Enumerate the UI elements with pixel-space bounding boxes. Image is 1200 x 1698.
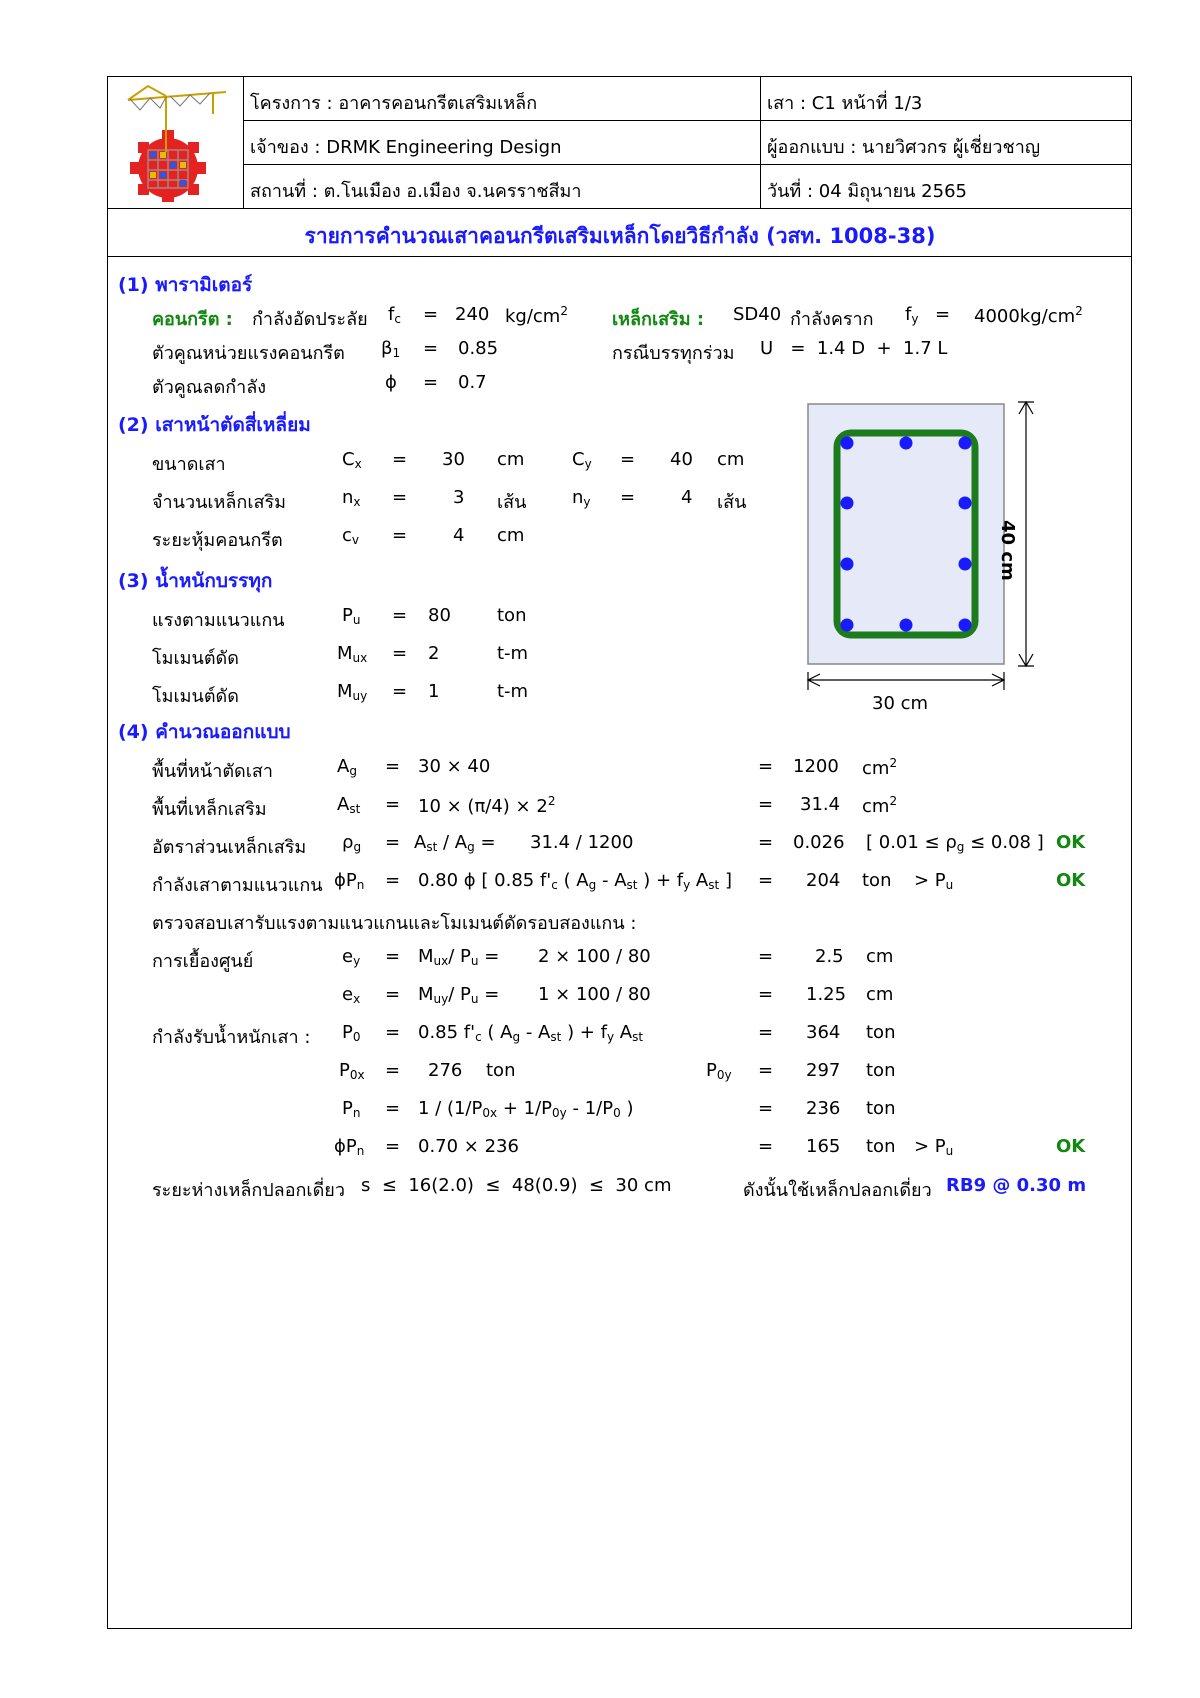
rho-expr: 31.4 / 1200: [530, 832, 634, 853]
cover-label: ระยะหุ้มคอนกรีต: [152, 530, 283, 551]
ag-result-eq: =: [758, 756, 774, 777]
pn-value: 204: [806, 870, 841, 891]
rebar: [841, 619, 854, 632]
pu-eq: =: [392, 605, 408, 626]
header-date: วันที่ : 04 มิถุนายน 2565: [767, 181, 967, 202]
steel-grade: SD40: [733, 304, 782, 325]
beta-label: ตัวคูณหน่วยแรงคอนกรีต: [152, 343, 345, 364]
beta-eq: =: [423, 338, 439, 359]
header-owner: เจ้าของ : DRMK Engineering Design: [250, 137, 562, 158]
ey-unit: cm: [866, 946, 894, 967]
steel-label: เหล็กเสริม :: [612, 309, 705, 330]
beta-value: 0.85: [458, 338, 499, 359]
cy-eq: =: [620, 449, 636, 470]
fc-value: 240: [455, 304, 490, 325]
pn-formula: 0.80 ϕ [ 0.85 $f'_c$ ( $A_g - A_{st}$ ) + $f_y$ $A_{st}$ ]: [418, 870, 732, 892]
rho-ok: OK: [1056, 832, 1086, 853]
cover-eq: =: [392, 525, 408, 546]
my-label: โมเมนต์ดัด: [152, 686, 239, 707]
p0x-unit: ton: [486, 1060, 516, 1081]
nx-eq: =: [392, 487, 408, 508]
ex-eq: =: [385, 984, 401, 1005]
p0-eq: =: [385, 1022, 401, 1043]
header-divider-right: [760, 76, 761, 209]
cy-unit: cm: [717, 449, 745, 470]
header-divider-logo: [243, 76, 244, 209]
pn-compare: > $P_u$: [914, 870, 954, 892]
ex-expr: 1 × 100 / 80: [538, 984, 651, 1005]
fc-symbol: $f_c$: [388, 304, 401, 326]
phipn-value: 165: [806, 1136, 841, 1157]
cx-symbol: $C_x$: [342, 449, 362, 471]
phipn-ok: OK: [1056, 1136, 1086, 1157]
phipn-eq: =: [385, 1136, 401, 1157]
ag-eq: =: [385, 756, 401, 777]
ast-expr: $10 \times (\pi/4) \times 2^2$: [418, 794, 556, 817]
ast-symbol: $A_{st}$: [337, 794, 361, 816]
ast-unit: $cm^2$: [862, 794, 898, 817]
ex-unit: cm: [866, 984, 894, 1005]
mux-value: 2: [428, 643, 440, 664]
muy-symbol: $M_{uy}$: [337, 681, 368, 703]
height-dimension-label: 40 cm: [997, 520, 1018, 581]
p0-result-eq: =: [758, 1022, 774, 1043]
mux-unit: t-m: [497, 643, 529, 664]
height-dimension-line: [1018, 402, 1034, 666]
p0-symbol: $P_0$: [342, 1022, 361, 1044]
header-column: เสา : C1 หน้าที่ 1/3: [767, 93, 923, 114]
cx-value: 30: [442, 449, 465, 470]
page-title: รายการคำนวณเสาคอนกรีตเสริมเหล็กโดยวิธีกำลัง (วสท. 1008-38): [304, 224, 936, 248]
tie-expr: s ≤ 16(2.0) ≤ 48(0.9) ≤ 30 cm: [361, 1175, 672, 1196]
ny-value: 4: [681, 487, 693, 508]
pn-result-eq: =: [758, 870, 774, 891]
section-parameters-heading: (1) พารามิเตอร์: [118, 274, 253, 296]
section-loads-heading: (3) น้ำหนักบรรทุก: [118, 570, 273, 592]
section-design-heading: (4) คำนวณออกแบบ: [118, 721, 291, 743]
muy-eq: =: [392, 681, 408, 702]
header-row-line-1: [243, 120, 1132, 121]
rebar: [841, 497, 854, 510]
p0y-eq: =: [758, 1060, 774, 1081]
ast-result-eq: =: [758, 794, 774, 815]
rho-symbol: $\rho_g$: [342, 832, 362, 854]
phipn-result-eq: =: [758, 1136, 774, 1157]
p0y-value: 297: [806, 1060, 841, 1081]
ag-label: พื้นที่หน้าตัดเสา: [152, 761, 273, 782]
ny-eq: =: [620, 487, 636, 508]
rebar: [841, 558, 854, 571]
rebar: [959, 558, 972, 571]
fc-eq: =: [423, 304, 439, 325]
rho-result-eq: =: [758, 832, 774, 853]
column-section-figure: [800, 398, 1070, 720]
rebar: [959, 497, 972, 510]
mux-eq: =: [392, 643, 408, 664]
crane-logo: [118, 80, 236, 204]
phipn-compare: > $P_u$: [914, 1136, 954, 1158]
mux-symbol: $M_{ux}$: [337, 643, 368, 665]
bars-label: จำนวนเหล็กเสริม: [152, 492, 286, 513]
ag-value: 1200: [793, 756, 839, 777]
rebar: [959, 619, 972, 632]
nx-unit: เส้น: [497, 492, 527, 513]
ast-value: 31.4: [800, 794, 841, 815]
cx-eq: =: [392, 449, 408, 470]
phi-eq: =: [423, 372, 439, 393]
pn2-result-eq: =: [758, 1098, 774, 1119]
header-project: โครงการ : อาคารคอนกรีตเสริมเหล็ก: [250, 93, 538, 114]
pn2-formula: $1 / (1/P_{0x} + 1/P_{0y} - 1/P_0$ ): [418, 1098, 634, 1120]
pn-ok: OK: [1056, 870, 1086, 891]
pn-label: กำลังเสาตามแนวแกน: [152, 875, 323, 896]
phi-symbol: ϕ: [385, 372, 397, 393]
cover-symbol: $c_v$: [342, 525, 360, 547]
ey-result-eq: =: [758, 946, 774, 967]
pn2-eq: =: [385, 1098, 401, 1119]
rebar: [841, 437, 854, 450]
phipn-unit: ton: [866, 1136, 896, 1157]
ey-expr: 2 × 100 / 80: [538, 946, 651, 967]
size-label: ขนาดเสา: [152, 454, 226, 475]
rebar: [900, 437, 913, 450]
p0-formula: 0.85 $f'_c$ ( $A_g - A_{st}$ ) + $f_y$ $A_{st}$: [418, 1022, 644, 1044]
tie-result-label: ดังนั้นใช้เหล็กปลอกเดี่ยว: [743, 1180, 932, 1201]
ey-symbol: $e_y$: [342, 946, 361, 968]
pu-symbol: $P_u$: [342, 605, 361, 627]
title-bottom-line: [107, 256, 1132, 257]
mx-label: โมเมนต์ดัด: [152, 648, 239, 669]
fy-value: $4000kg/cm^2$: [974, 304, 1083, 327]
phipn-expr: 0.70 × 236: [418, 1136, 519, 1157]
rebar: [959, 437, 972, 450]
tie-result: RB9 @ 0.30 m: [946, 1175, 1087, 1196]
section-rect-column-heading: (2) เสาหน้าตัดสี่เหลี่ยม: [118, 414, 311, 436]
concrete-label: คอนกรีต :: [152, 309, 233, 330]
fy-eq: =: [935, 304, 951, 325]
ecc-label: การเยื้องศูนย์: [152, 951, 254, 972]
ey-def: $M_{ux}/$ $P_u$ =: [418, 946, 500, 968]
header-bottom-line: [107, 208, 1132, 209]
header-designer: ผู้ออกแบบ : นายวิศวกร ผู้เชี่ยวชาญ: [767, 137, 1041, 158]
cy-symbol: $C_y$: [572, 449, 592, 471]
fc-unit: $kg/cm^2$: [505, 304, 568, 327]
cover-unit: cm: [497, 525, 525, 546]
width-dimension-label: 30 cm: [872, 693, 929, 714]
combo-label: กรณีบรรทุกร่วม: [612, 343, 735, 364]
rho-check: [ $0.01 \le \rho_g \le 0.08$ ]: [866, 832, 1044, 854]
fy-label: กำลังคราก: [790, 309, 874, 330]
cy-value: 40: [670, 449, 693, 470]
ast-eq: =: [385, 794, 401, 815]
biaxial-label: ตรวจสอบเสารับแรงตามแนวแกนและโมเมนต์ดัดรอบสองแกน :: [152, 913, 637, 934]
combo-value: U = 1.4 D + 1.7 L: [760, 338, 948, 359]
pn2-symbol: $P_n$: [342, 1098, 361, 1120]
pn2-value: 236: [806, 1098, 841, 1119]
ex-result-eq: =: [758, 984, 774, 1005]
p0x-symbol: $P_{0x}$: [339, 1060, 365, 1082]
fy-symbol: $f_y$: [905, 304, 919, 326]
rho-label: อัตราส่วนเหล็กเสริม: [152, 837, 307, 858]
ey-eq: =: [385, 946, 401, 967]
phipn-symbol: $\phi P_n$: [334, 1136, 365, 1158]
ny-symbol: $n_y$: [572, 487, 591, 509]
muy-value: 1: [428, 681, 440, 702]
rho-value: 0.026: [793, 832, 845, 853]
phi-label: ตัวคูณลดกำลัง: [152, 377, 267, 398]
cover-value: 4: [453, 525, 465, 546]
fc-label: กำลังอัดประลัย: [252, 309, 368, 330]
p0-value: 364: [806, 1022, 841, 1043]
pu-unit: ton: [497, 605, 527, 626]
tie-label: ระยะห่างเหล็กปลอกเดี่ยว: [152, 1180, 345, 1201]
ag-expr: 30 × 40: [418, 756, 491, 777]
p0y-symbol: $P_{0y}$: [706, 1060, 732, 1082]
nx-symbol: $n_x$: [342, 487, 361, 509]
width-dimension-line: [808, 672, 1004, 690]
rho-def: $A_{st} / A_g$ =: [414, 832, 496, 854]
phi-value: 0.7: [458, 372, 487, 393]
beta-symbol: $\beta_1$: [381, 338, 401, 360]
p0-unit: ton: [866, 1022, 896, 1043]
axial-label: แรงตามแนวแกน: [152, 610, 285, 631]
p0x-eq: =: [385, 1060, 401, 1081]
ny-unit: เส้น: [717, 492, 747, 513]
header-location: สถานที่ : ต.โนเมือง อ.เมือง จ.นครราชสีมา: [250, 181, 582, 202]
ex-symbol: $e_x$: [342, 984, 361, 1006]
muy-unit: t-m: [497, 681, 529, 702]
pu-value: 80: [428, 605, 451, 626]
pn2-unit: ton: [866, 1098, 896, 1119]
ast-label: พื้นที่เหล็กเสริม: [152, 799, 267, 820]
nx-value: 3: [453, 487, 465, 508]
pn-unit: ton: [862, 870, 892, 891]
p0x-value: 276: [428, 1060, 463, 1081]
p0y-unit: ton: [866, 1060, 896, 1081]
p0-label: กำลังรับน้ำหนักเสา :: [152, 1027, 311, 1048]
pn-eq: =: [385, 870, 401, 891]
ey-value: 2.5: [815, 946, 844, 967]
ag-symbol: $A_g$: [337, 756, 357, 778]
ex-def: $M_{uy}/$ $P_u$ =: [418, 984, 500, 1006]
pn-symbol: $\phi P_n$: [334, 870, 365, 892]
header-row-line-2: [243, 164, 1132, 165]
cx-unit: cm: [497, 449, 525, 470]
ex-value: 1.25: [806, 984, 847, 1005]
rho-eq: =: [385, 832, 401, 853]
ag-unit: $cm^2$: [862, 756, 898, 779]
rebar: [900, 619, 913, 632]
